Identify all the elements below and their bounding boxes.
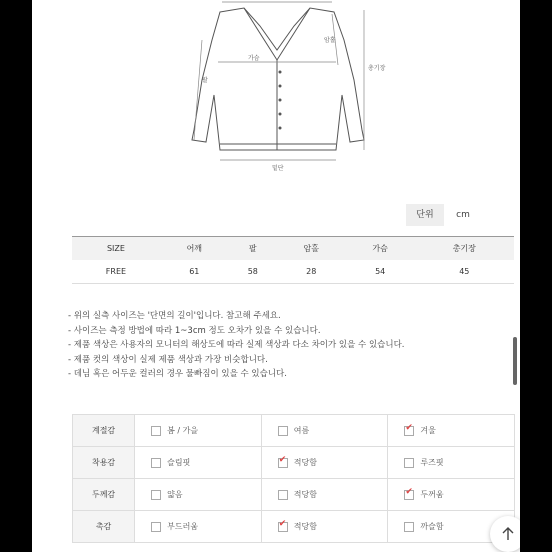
arrow-up-icon <box>500 526 516 542</box>
checkbox <box>278 490 288 500</box>
tab-cm[interactable]: cm <box>456 210 470 220</box>
size-notes <box>68 309 518 382</box>
header-chest: 가슴 <box>372 244 388 253</box>
diagram-label-chest: 가슴 <box>248 55 260 62</box>
cell-total-length: 45 <box>459 267 470 276</box>
option-label: 적당함 <box>293 458 317 467</box>
checkbox <box>404 522 414 532</box>
option-label: 얇음 <box>167 490 183 499</box>
fit-row-thickness <box>73 479 515 511</box>
cell-shoulder: 61 <box>189 267 200 276</box>
header-armhole: 암홀 <box>303 244 319 253</box>
cell-sleeve: 58 <box>247 267 258 276</box>
checkbox <box>151 458 161 468</box>
fit-label-touch: 촉감 <box>73 511 135 543</box>
size-table <box>72 236 514 284</box>
option-label: 두꺼움 <box>420 490 444 499</box>
fit-row-season <box>73 415 515 447</box>
option-label: 부드러움 <box>167 522 199 531</box>
scrollbar[interactable] <box>513 337 517 385</box>
checkbox <box>151 490 161 500</box>
checkbox <box>404 490 414 500</box>
size-diagram <box>32 0 520 195</box>
option-label: 여름 <box>293 426 310 435</box>
header-size: SIZE <box>106 244 125 253</box>
option-label: 겨울 <box>420 426 436 435</box>
option-label: 까슬함 <box>420 522 444 531</box>
cell-size: FREE <box>105 267 127 276</box>
fit-row-fit <box>73 447 515 479</box>
fit-label-thickness: 두께감 <box>73 479 135 511</box>
scroll-to-top-button[interactable] <box>490 516 520 552</box>
header-sleeve: 팔 <box>248 244 257 253</box>
checkbox <box>404 426 414 436</box>
checkbox <box>404 458 414 468</box>
diagram-label-armhole: 암홀 <box>324 37 336 44</box>
product-detail-page <box>32 0 520 552</box>
note-item: - 위의 실측 사이즈는 '단면의 길이'입니다. 참고해 주세요. <box>68 311 281 321</box>
fit-table <box>72 414 515 543</box>
diagram-label-hem: 밑단 <box>272 165 284 172</box>
note-item: - 제품 색상은 사용자의 모니터의 해상도에 따라 실제 색상과 다소 차이가 있을 수 있습니다. <box>68 340 405 350</box>
unit-tabs <box>406 204 482 226</box>
option-label: 적당함 <box>293 522 317 531</box>
tab-unit[interactable]: 단위 <box>406 204 444 226</box>
fit-label-fit: 착용감 <box>73 447 135 479</box>
option-label: 루즈핏 <box>420 458 444 467</box>
cell-armhole: 28 <box>306 267 317 276</box>
diagram-label-sleeve: 팔 <box>202 77 208 84</box>
checkbox <box>278 426 288 436</box>
size-table-header <box>72 237 514 261</box>
fit-label-season: 계절감 <box>73 415 135 447</box>
checkbox <box>278 458 288 468</box>
cell-chest: 54 <box>375 267 386 276</box>
diagram-label-total-length: 총기장 <box>368 65 386 72</box>
note-item: - 데님 혹은 어두운 컬러의 경우 물빠짐이 있을 수 있습니다. <box>68 369 287 379</box>
checkbox <box>151 426 161 436</box>
option-label: 슬림핏 <box>167 458 191 467</box>
note-item: - 사이즈는 측정 방법에 따라 1~3cm 정도 오차가 있을 수 있습니다. <box>68 325 321 336</box>
header-total-length: 총기장 <box>452 244 476 253</box>
checkbox <box>151 522 161 532</box>
fit-row-touch <box>73 511 515 543</box>
option-label: 적당함 <box>293 490 317 499</box>
table-row <box>72 260 514 284</box>
note-item: - 제품 컷의 색상이 실제 제품 색상과 가장 비슷합니다. <box>68 354 268 365</box>
option-label: 봄 / 가을 <box>167 426 199 435</box>
header-shoulder: 어깨 <box>186 244 203 253</box>
checkbox <box>278 522 288 532</box>
